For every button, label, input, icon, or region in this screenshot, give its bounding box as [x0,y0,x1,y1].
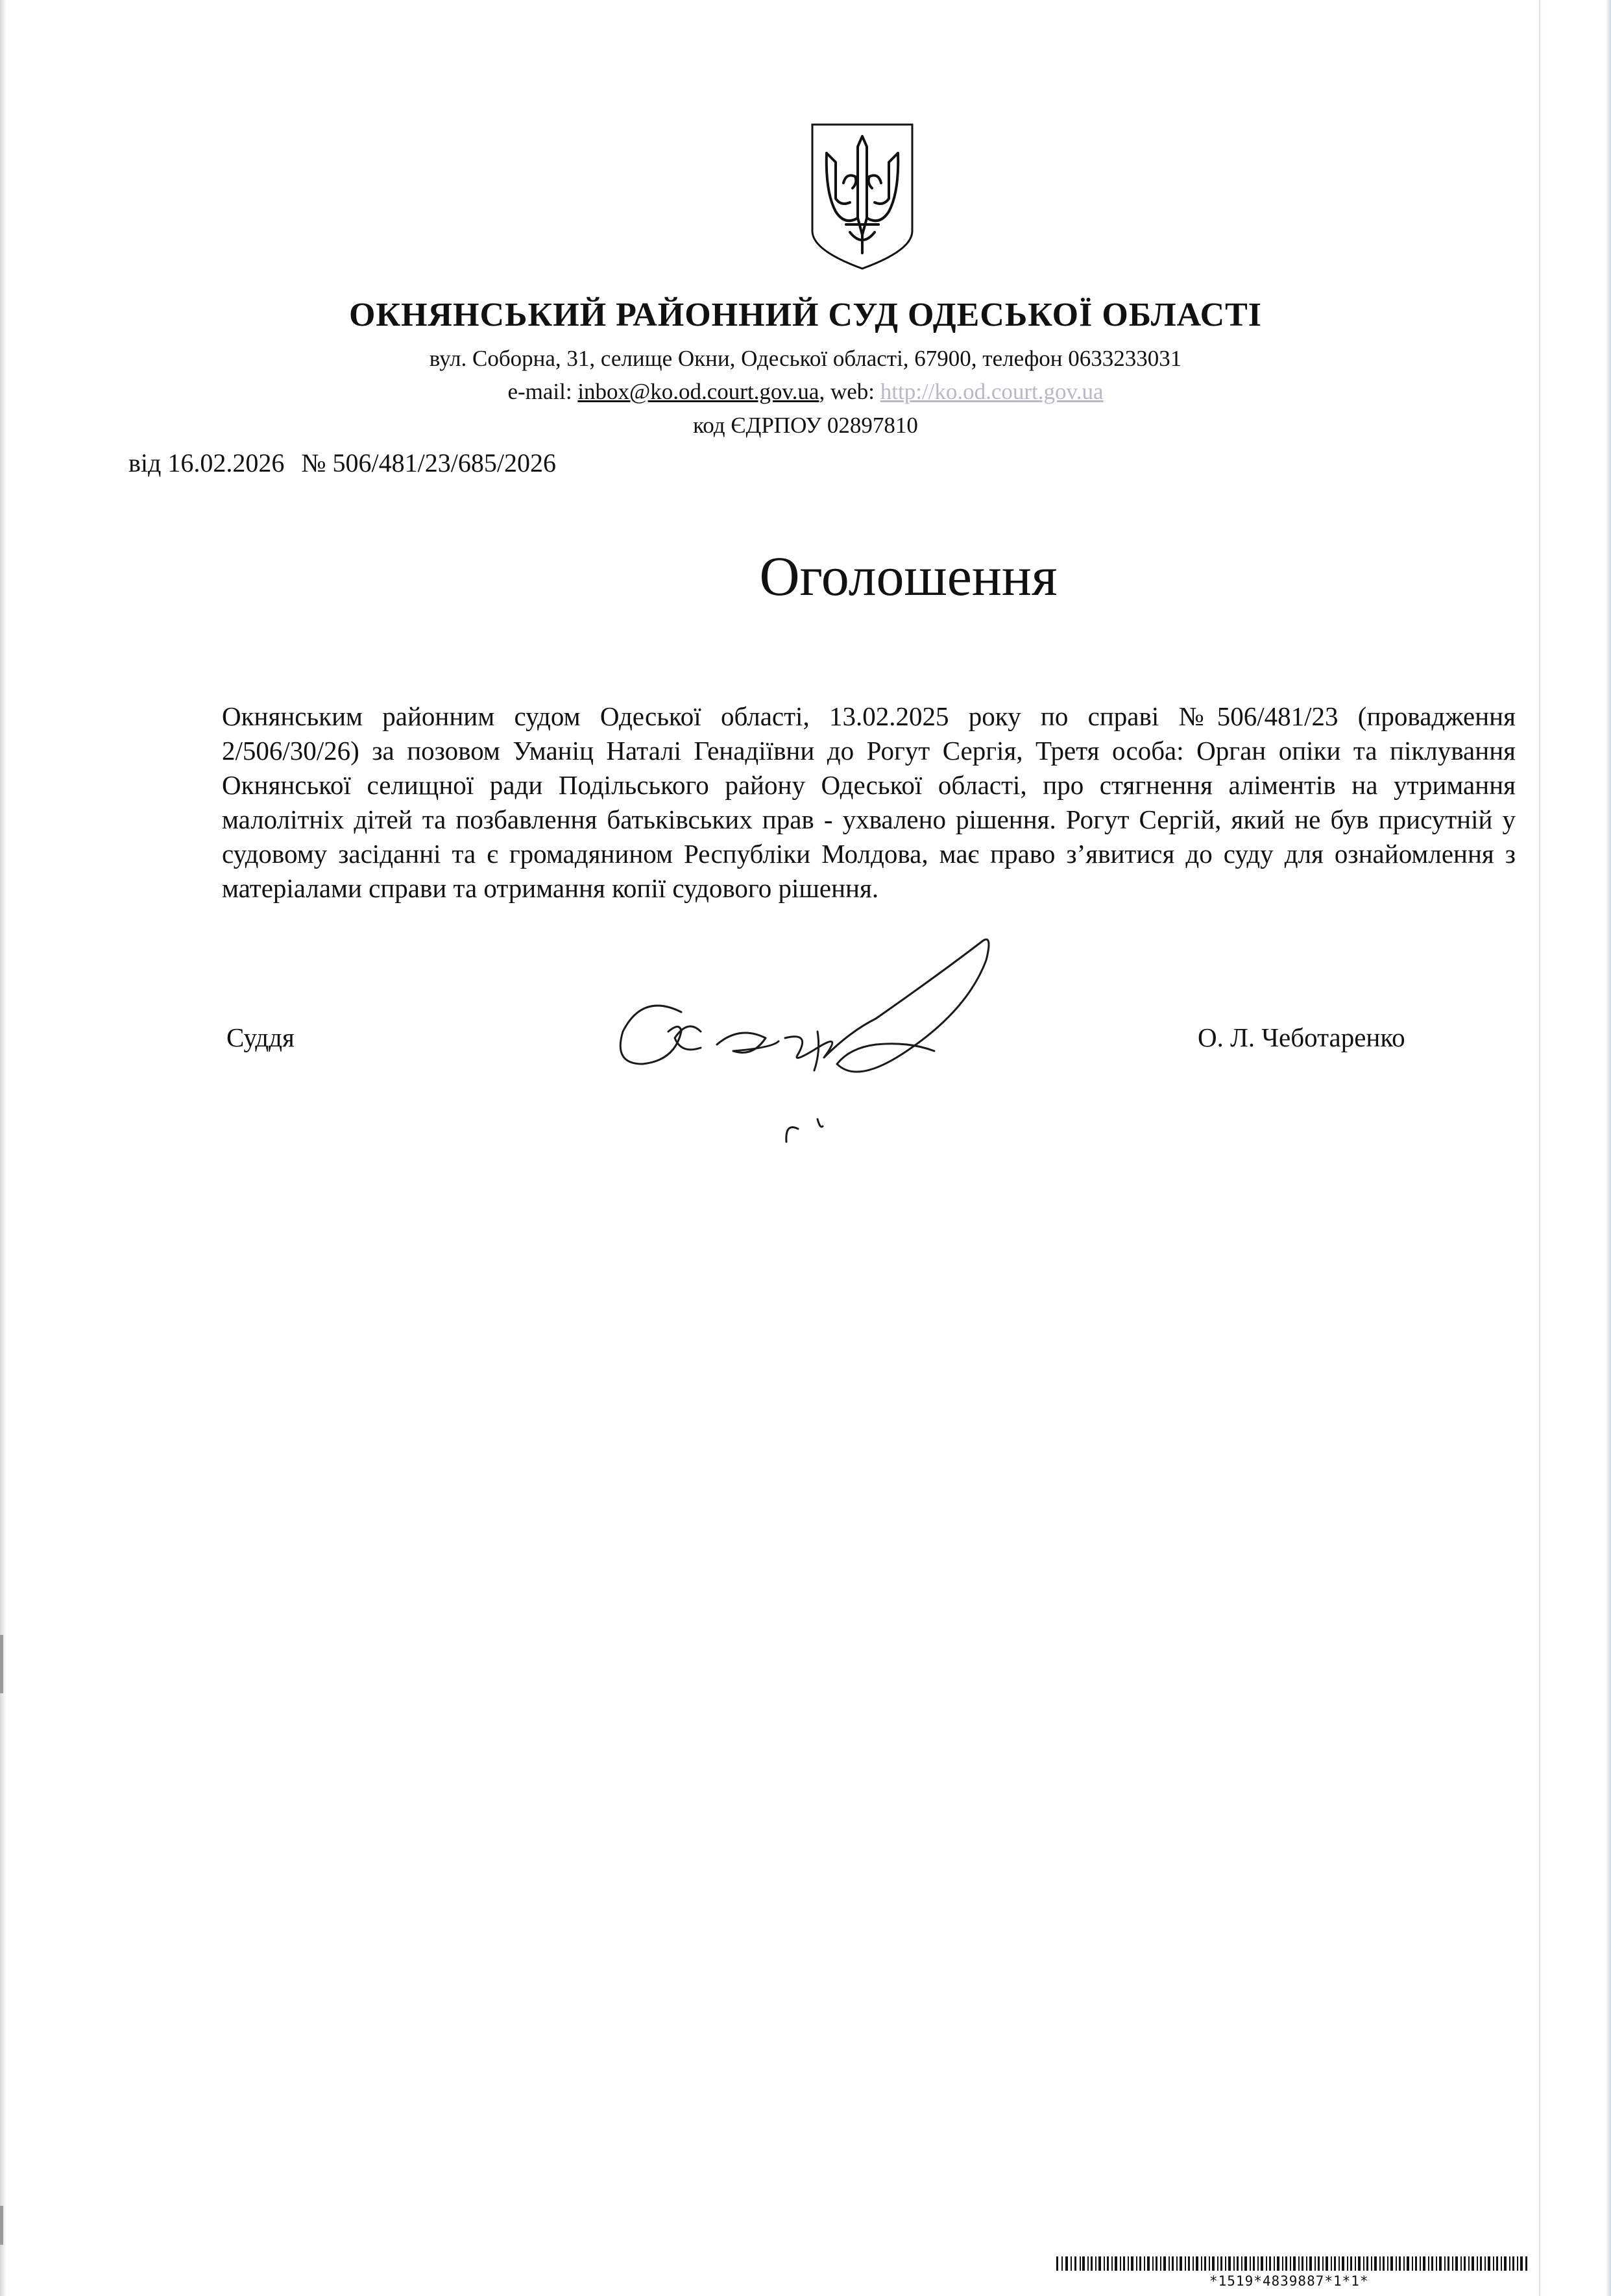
scan-line [1539,0,1540,2296]
announcement-body [222,699,1516,906]
court-code: код ЄДРПОУ 02897810 [693,413,918,438]
signer-role: Суддя [226,1022,295,1052]
barcode-number: *1519*4839887*1*1* [1209,2273,1369,2289]
court-contacts [0,379,1611,405]
outgoing-number: № 506/481/23/685/2026 [301,448,556,477]
signer-name: О. Л. Чеботаренко [1198,1022,1405,1052]
web-link[interactable]: http://ko.od.court.gov.ua [880,379,1104,404]
web-label: , web: [819,379,880,404]
scan-edge-right [1606,0,1611,2296]
scan-mark [0,1635,3,1693]
scan-edge-left [0,0,6,2296]
court-address: вул. Соборна, 31, селище Окни, Одеської області, 67900, телефон 0633233031 [429,346,1182,371]
announcement-text: Окнянським районним судом Одеської області, 13.02.2025 року по справі №506/481/23 (провадження 2/506/30/26) за позовом Уманіц Наталі Генадіївни до Рогут Сергія, Третя особа: Орган опіки та піклування Окнянської селищної ради Подільського району Одеської області, про стягнення аліментів на утримання малолітніх дітей та позбавлення батьківських прав - ухвалено рішення. Рогут Сергій, який не був присутній у судовому засіданні та є громадянином Республіки Молдова, має право з’явитися до суду для ознайомлення з матеріалами справи та отримання копії судового рішення. [222,701,1516,903]
email-label: e-mail: [507,379,578,404]
outgoing-date: від 16.02.2026 [128,448,285,477]
handwritten-signature [603,934,1032,1155]
court-name: ОКНЯНСЬКИЙ РАЙОННИЙ СУД ОДЕСЬКОЇ ОБЛАСТІ [348,296,1263,333]
trident-coat-of-arms-icon [807,121,917,272]
scan-mark [0,2206,3,2245]
document-title: Оголошення [759,545,1058,607]
outgoing-reference [128,448,556,478]
barcode-icon [1056,2256,1530,2271]
email-link[interactable]: inbox@ko.od.court.gov.ua [577,379,819,404]
